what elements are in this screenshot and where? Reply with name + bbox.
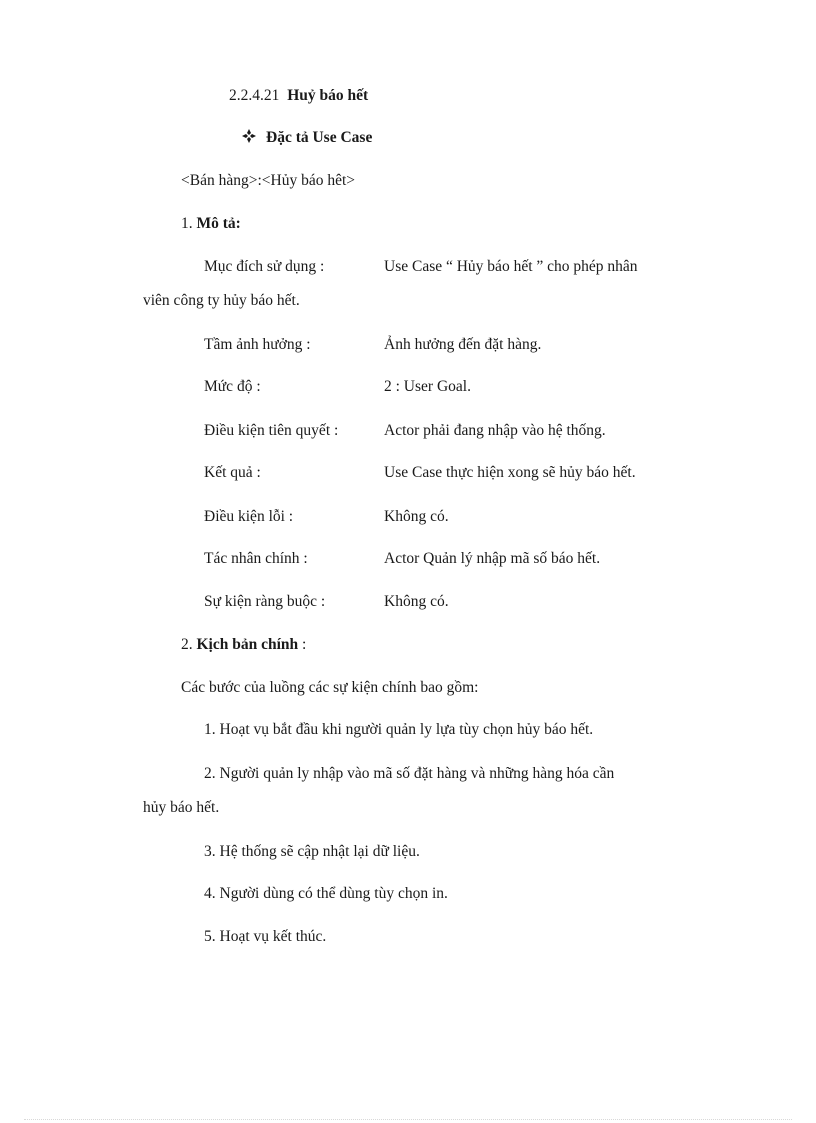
scenario-heading (181, 635, 306, 655)
scenario-step: 1. Hoạt vụ bắt đầu khi người quản ly lựa tùy chọn hủy báo hết. (204, 721, 594, 738)
scenario-heading-colon: : (298, 636, 307, 653)
primary-actor-label: Tác nhân chính : (204, 550, 308, 567)
level-label: Mức độ : (204, 378, 261, 395)
primary-actor-value: Actor Quản lý nhập mã số báo hết. (384, 550, 601, 567)
scenario-intro: Các bước của luồng các sự kiện chính bao gồm: (181, 679, 479, 696)
error-condition-value: Không có. (384, 508, 449, 525)
result-label: Kết quả : (204, 464, 261, 481)
spec-heading-text: Đặc tả Use Case (266, 129, 373, 146)
scope-label: Tầm ảnh hưởng : (204, 336, 311, 353)
scope-value: Ảnh hưởng đến đặt hàng. (384, 336, 542, 353)
scenario-step: 4. Người dùng có thể dùng tùy chọn in. (204, 885, 448, 902)
trigger-event-label: Sự kiện ràng buộc : (204, 593, 326, 610)
scenario-step-continuation: hủy báo hết. (143, 799, 220, 816)
section-number: 2.2.4.21 (229, 87, 280, 104)
scenario-heading-number: 2. (181, 636, 193, 653)
precondition-label: Điều kiện tiên quyết : (204, 422, 339, 439)
precondition-value: Actor phải đang nhập vào hệ thống. (384, 422, 606, 439)
description-heading (181, 214, 241, 234)
spec-heading (242, 128, 372, 148)
purpose-continuation: viên công ty hủy báo hết. (143, 292, 300, 309)
scenario-step: 2. Người quản ly nhập vào mã số đặt hàng và những hàng hóa cần (204, 765, 615, 782)
scenario-heading-text: Kịch bản chính (196, 636, 299, 653)
result-value: Use Case thực hiện xong sẽ hủy báo hết. (384, 464, 636, 481)
section-title: Huỷ báo hết (287, 87, 369, 104)
purpose-label: Mục đích sử dụng : (204, 258, 325, 275)
description-heading-text: Mô tả: (196, 215, 241, 232)
scenario-step: 5. Hoạt vụ kết thúc. (204, 928, 327, 945)
purpose-value: Use Case “ Hủy báo hết ” cho phép nhân (384, 258, 638, 275)
trigger-event-value: Không có. (384, 593, 449, 610)
level-value: 2 : User Goal. (384, 378, 471, 395)
use-case-id: <Bán hàng>:<Hủy báo hêt> (181, 172, 356, 189)
section-heading (229, 86, 368, 106)
scenario-step: 3. Hệ thống sẽ cập nhật lại dữ liệu. (204, 843, 420, 860)
diamond-bullet-icon (242, 129, 256, 143)
page-bottom-divider (24, 1119, 792, 1120)
error-condition-label: Điều kiện lỗi : (204, 508, 294, 525)
description-heading-number: 1. (181, 215, 193, 232)
